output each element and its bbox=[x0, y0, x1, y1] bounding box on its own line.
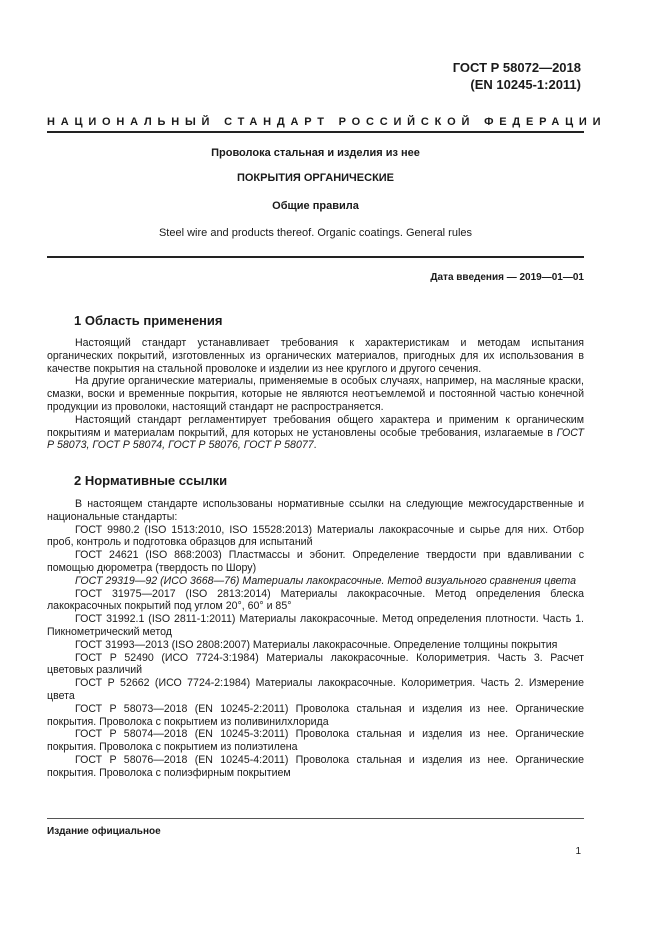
section1-body bbox=[47, 337, 584, 452]
footer-rule bbox=[47, 818, 584, 819]
page-number: 1 bbox=[575, 846, 581, 857]
title-english: Steel wire and products thereof. Organic coatings. General rules bbox=[158, 227, 473, 239]
reference-item: ГОСТ 31975—2017 (ISO 2813:2014) Материалы лакокрасочные. Метод определения блеска лакокрасочных покрытий под углом 20°, 60° и 85° bbox=[47, 587, 584, 613]
intro-date: Дата введения — 2019—01—01 bbox=[430, 272, 584, 283]
reference-item: ГОСТ 31992.1 (ISO 2811-1:2011) Материалы лакокрасочные. Метод определения плотности. Часть 1. Пикнометрический метод bbox=[47, 613, 584, 638]
reference-item: ГОСТ 29319—92 (ИСО 3668—76) Материалы лакокрасочные. Метод визуального сравнения цвета bbox=[75, 574, 576, 587]
national-standard-banner: НАЦИОНАЛЬНЫЙ СТАНДАРТ РОССИЙСКОЙ ФЕДЕРАЦИИ bbox=[47, 116, 607, 128]
standard-code-line2: (EN 10245-1:2011) bbox=[470, 77, 581, 92]
reference-item: ГОСТ Р 52490 (ИСО 7724-3:1984) Материалы лакокрасочные. Колориметрия. Часть 3. Расчет цветовых различий bbox=[47, 651, 584, 677]
section1-paragraph: Настоящий стандарт устанавливает требования к характеристикам и методам испытания органических покрытий, изготовленных из органических материалов, пригодных для их использования в качестве покрытия на стальной проволоке и изделии из нее круглого и другого сечения. bbox=[47, 337, 584, 375]
section1-paragraph-text: Настоящий стандарт регламентирует требования общего характера и применим к органическим покрытиям и материалам покрытий, для которых не установлены особые требования, излагаемые в bbox=[47, 413, 584, 439]
reference-item: ГОСТ 9980.2 (ISO 1513:2010, ISO 15528:2013) Материалы лакокрасочные и сырье для них. Отбор проб, контроль и подготовка образцов для испытаний bbox=[47, 523, 584, 549]
reference-item: ГОСТ 31993—2013 (ISO 2808:2007) Материалы лакокрасочные. Определение толщины покрытия bbox=[75, 638, 558, 651]
section2-heading: 2 Нормативные ссылки bbox=[74, 473, 228, 488]
title-line3: Общие правила bbox=[272, 200, 359, 212]
reference-item: ГОСТ 24621 (ISO 868:2003) Пластмассы и эбонит. Определение твердости при вдавливании с помощью дюрометра (твердость по Шору) bbox=[47, 549, 584, 574]
reference-item: ГОСТ Р 58074—2018 (EN 10245-3:2011) Проволока стальная и изделия из нее. Органические покрытия. Проволока с покрытием из полиэтилена bbox=[47, 728, 584, 754]
banner-rule bbox=[47, 131, 584, 133]
reference-item: ГОСТ Р 52662 (ИСО 7724-2:1984) Материалы лакокрасочные. Колориметрия. Часть 2. Измерение цвета bbox=[47, 677, 584, 702]
reference-item: ГОСТ Р 58073—2018 (EN 10245-2:2011) Проволока стальная и изделия из нее. Органические покрытия. Проволока с покрытием из поливинилхлорида bbox=[47, 702, 584, 728]
section2-body bbox=[47, 498, 584, 780]
section2-intro: В настоящем стандарте использованы нормативные ссылки на следующие межгосударственные и национальные стандарты: bbox=[47, 498, 584, 523]
section1-heading: 1 Область применения bbox=[74, 313, 223, 328]
end-dot: . bbox=[313, 439, 317, 452]
title-rule bbox=[47, 256, 584, 258]
standard-code-line1: ГОСТ Р 58072—2018 bbox=[452, 60, 581, 75]
italic-references: ГОСТ Р 58073, ГОСТ Р 58074, ГОСТ Р 58076, ГОСТ Р 58077 bbox=[47, 426, 584, 452]
reference-item: ГОСТ Р 58076—2018 (EN 10245-4:2011) Проволока стальная и изделия из нее. Органические покрытия. Проволока с полиэфирным покрытием bbox=[47, 753, 584, 779]
section1-paragraph bbox=[47, 414, 584, 452]
standard-code bbox=[453, 59, 581, 93]
title-line1: Проволока стальная и изделия из нее bbox=[211, 147, 420, 159]
title-line2: ПОКРЫТИЯ ОРГАНИЧЕСКИЕ bbox=[236, 172, 395, 184]
section1-paragraph: На другие органические материалы, применяемые в особых случаях, например, на масляные краски, смазки, воски и временные покрытия, которые не являются неотъемлемой и постоянной частью конечной продукции из проволоки, настоящий стандарт не распространяется. bbox=[47, 375, 584, 413]
official-edition-note: Издание официальное bbox=[47, 826, 161, 837]
